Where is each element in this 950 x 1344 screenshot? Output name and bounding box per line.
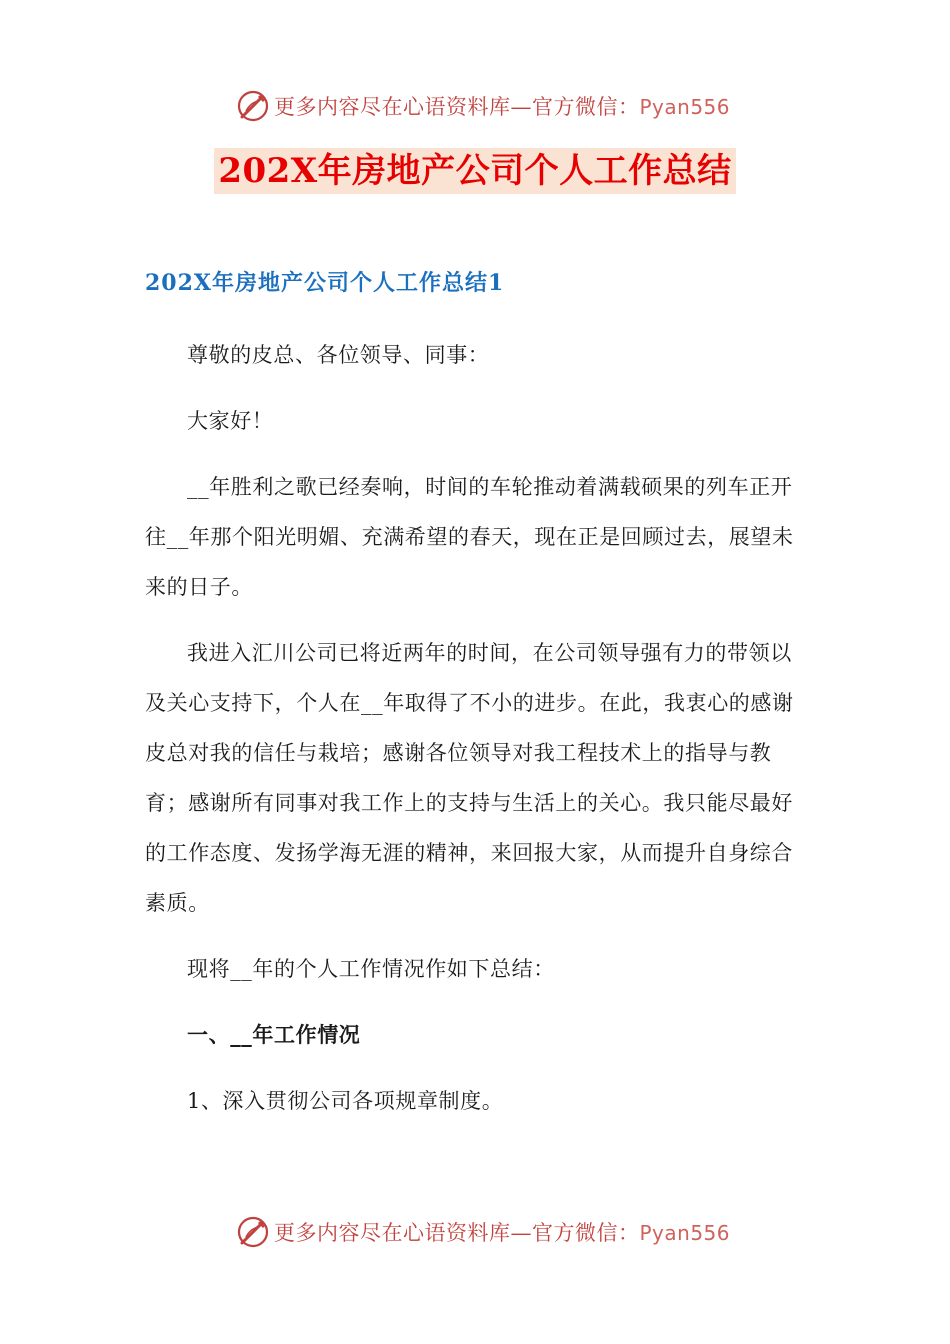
paragraph-thanks: 我进入汇川公司已将近两年的时间，在公司领导强有力的带领以及关心支持下，个人在__年取得了不小的进步。在此，我衷心的感谢皮总对我的信任与栽培；感谢各位领导对我工程技术上的指导与教育；感谢所有同事对我工作上的支持与生活上的关心。我只能尽最好的工作态度、发扬学海无涯的精神，来回报大家，从而提升自身综合素质。	[145, 641, 794, 915]
title-wrap	[0, 148, 950, 194]
section-heading: 202X年房地产公司个人工作总结1	[145, 270, 505, 296]
subheading-work-status: 一、__年工作情况	[187, 1023, 361, 1047]
wechat-id: Pyan556	[639, 1221, 730, 1245]
paragraph-greeting: 大家好！	[187, 409, 274, 433]
paragraph-intro: __年胜利之歌已经奏响，时间的车轮推动着满载硕果的列车正开往__年那个阳光明媚、充满希望的春天，现在正是回顾过去，展望未来的日子。	[145, 475, 794, 599]
list-item-1: 1、深入贯彻公司各项规章制度。	[187, 1089, 504, 1113]
pen-logo-icon	[236, 1215, 270, 1249]
footer-banner	[0, 1212, 950, 1252]
paragraph-summary-lead: 现将__年的个人工作情况作如下总结：	[187, 957, 555, 981]
banner-label: 更多内容尽在心语资料库—官方微信：	[273, 1221, 640, 1245]
paragraph-salutation: 尊敬的皮总、各位领导、同事：	[187, 343, 490, 367]
banner-text	[274, 91, 730, 121]
pen-logo-icon	[236, 89, 270, 123]
banner-label: 更多内容尽在心语资料库—官方微信：	[273, 95, 640, 119]
banner-text	[274, 1217, 730, 1247]
wechat-id: Pyan556	[639, 95, 730, 119]
document-body	[145, 330, 795, 1142]
header-banner	[0, 86, 950, 126]
document-title: 202X年房地产公司个人工作总结	[214, 148, 735, 194]
